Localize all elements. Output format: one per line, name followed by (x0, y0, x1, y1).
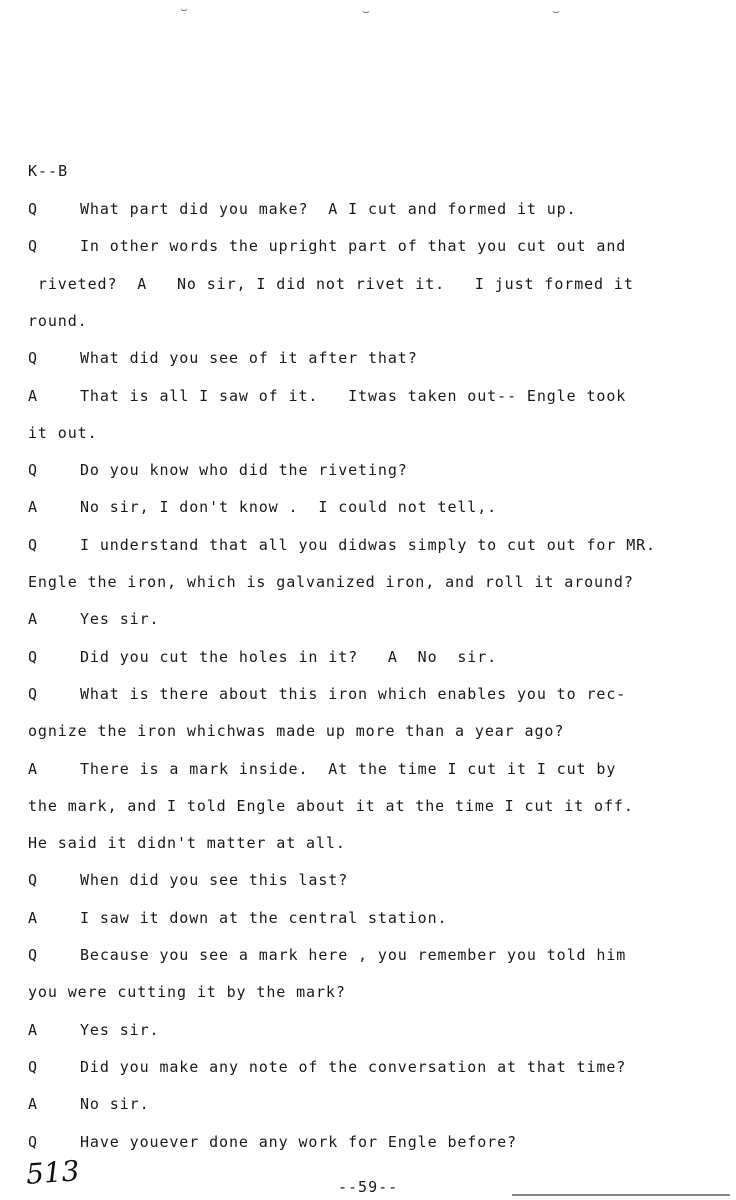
transcript-line (28, 274, 696, 294)
line-text: No sir. (80, 1095, 150, 1114)
transcript-line (28, 423, 696, 443)
speaker-label: Q (28, 946, 38, 964)
transcript-line (28, 908, 696, 928)
line-text: Have youever done any work for Engle before? (80, 1132, 517, 1151)
transcript-line (28, 759, 696, 779)
speaker-label: Q (28, 1057, 38, 1076)
line-text: Because you see a mark here , you remember you told him (80, 946, 627, 964)
line-text: round. (28, 311, 88, 330)
line-text: That is all I saw of it. Itwas taken out-- Engle took (80, 386, 627, 405)
transcript-line (28, 386, 696, 406)
line-text: What did you see of it after that? (80, 349, 418, 368)
line-text: What is there about this iron which enables you to rec- (80, 684, 627, 703)
speaker-label: A (28, 386, 38, 405)
speaker-label: A (28, 1020, 38, 1039)
line-text: Yes sir. (80, 1020, 160, 1039)
speaker-label: Q (28, 461, 38, 480)
page-header: K--B (28, 162, 69, 180)
transcript-line (28, 199, 696, 219)
transcript-line (28, 982, 696, 1002)
line-text: He said it didn't matter at all. (28, 834, 346, 853)
line-text: riveted? A No sir, I did not rivet it. I just formed it (28, 274, 634, 293)
line-text: Engle the iron, which is galvanized iron, and roll it around? (28, 573, 634, 591)
speaker-label: A (28, 759, 38, 778)
transcript-line (28, 609, 696, 629)
line-text: In other words the upright part of that you cut out and (80, 237, 627, 256)
transcript-line (28, 945, 696, 965)
transcript-line (28, 311, 696, 331)
punch-mark: ⌣ (180, 2, 188, 16)
handwritten-number: 513 (24, 1154, 81, 1191)
line-text: I understand that all you didwas simply to cut out for MR. (80, 535, 656, 554)
transcript-line (28, 497, 696, 517)
line-text: you were cutting it by the mark? (28, 983, 346, 1002)
transcript-line (28, 684, 696, 704)
transcript-line (28, 870, 696, 890)
speaker-label: A (28, 1095, 38, 1114)
speaker-label: A (28, 610, 38, 629)
speaker-label: Q (28, 237, 38, 256)
edge-shadow (512, 1194, 730, 1196)
speaker-label: A (28, 498, 38, 517)
line-text: ognize the iron whichwas made up more than a year ago? (28, 722, 565, 741)
transcript-line (28, 535, 696, 555)
speaker-label: A (28, 908, 38, 927)
punch-mark: ⌣ (362, 4, 370, 18)
speaker-label: Q (28, 647, 38, 666)
transcript-line (28, 833, 696, 853)
transcript-line (28, 460, 696, 480)
line-text: Did you make any note of the conversation at that time? (80, 1057, 627, 1076)
line-text: What part did you make? A I cut and formed it up. (80, 200, 577, 218)
speaker-label: Q (28, 684, 38, 703)
line-text: I saw it down at the central station. (80, 908, 448, 927)
transcript-line (28, 1094, 696, 1114)
transcript-line (28, 1132, 696, 1152)
transcript-line (28, 572, 696, 592)
punch-mark: ⌣ (552, 4, 560, 18)
page-number: --59-- (338, 1178, 399, 1196)
transcript-line (28, 1057, 696, 1077)
line-text: Did you cut the holes in it? A No sir. (80, 647, 498, 666)
transcript-line (28, 236, 696, 256)
line-text: it out. (28, 423, 98, 442)
line-text: When did you see this last? (80, 871, 349, 890)
line-text: Do you know who did the riveting? (80, 461, 408, 480)
transcript-line (28, 1020, 696, 1040)
speaker-label: Q (28, 871, 38, 890)
transcript-line (28, 647, 696, 667)
line-text: Yes sir. (80, 610, 160, 629)
line-text: There is a mark inside. At the time I cut it I cut by (80, 759, 617, 778)
speaker-label: Q (28, 535, 38, 554)
speaker-label: Q (28, 200, 38, 218)
speaker-label: Q (28, 349, 38, 368)
transcript-line (28, 796, 696, 816)
speaker-label: Q (28, 1132, 38, 1151)
transcript-line (28, 721, 696, 741)
transcript-line (28, 348, 696, 368)
line-text: the mark, and I told Engle about it at the time I cut it off. (28, 796, 634, 815)
line-text: No sir, I don't know . I could not tell,. (80, 498, 498, 517)
